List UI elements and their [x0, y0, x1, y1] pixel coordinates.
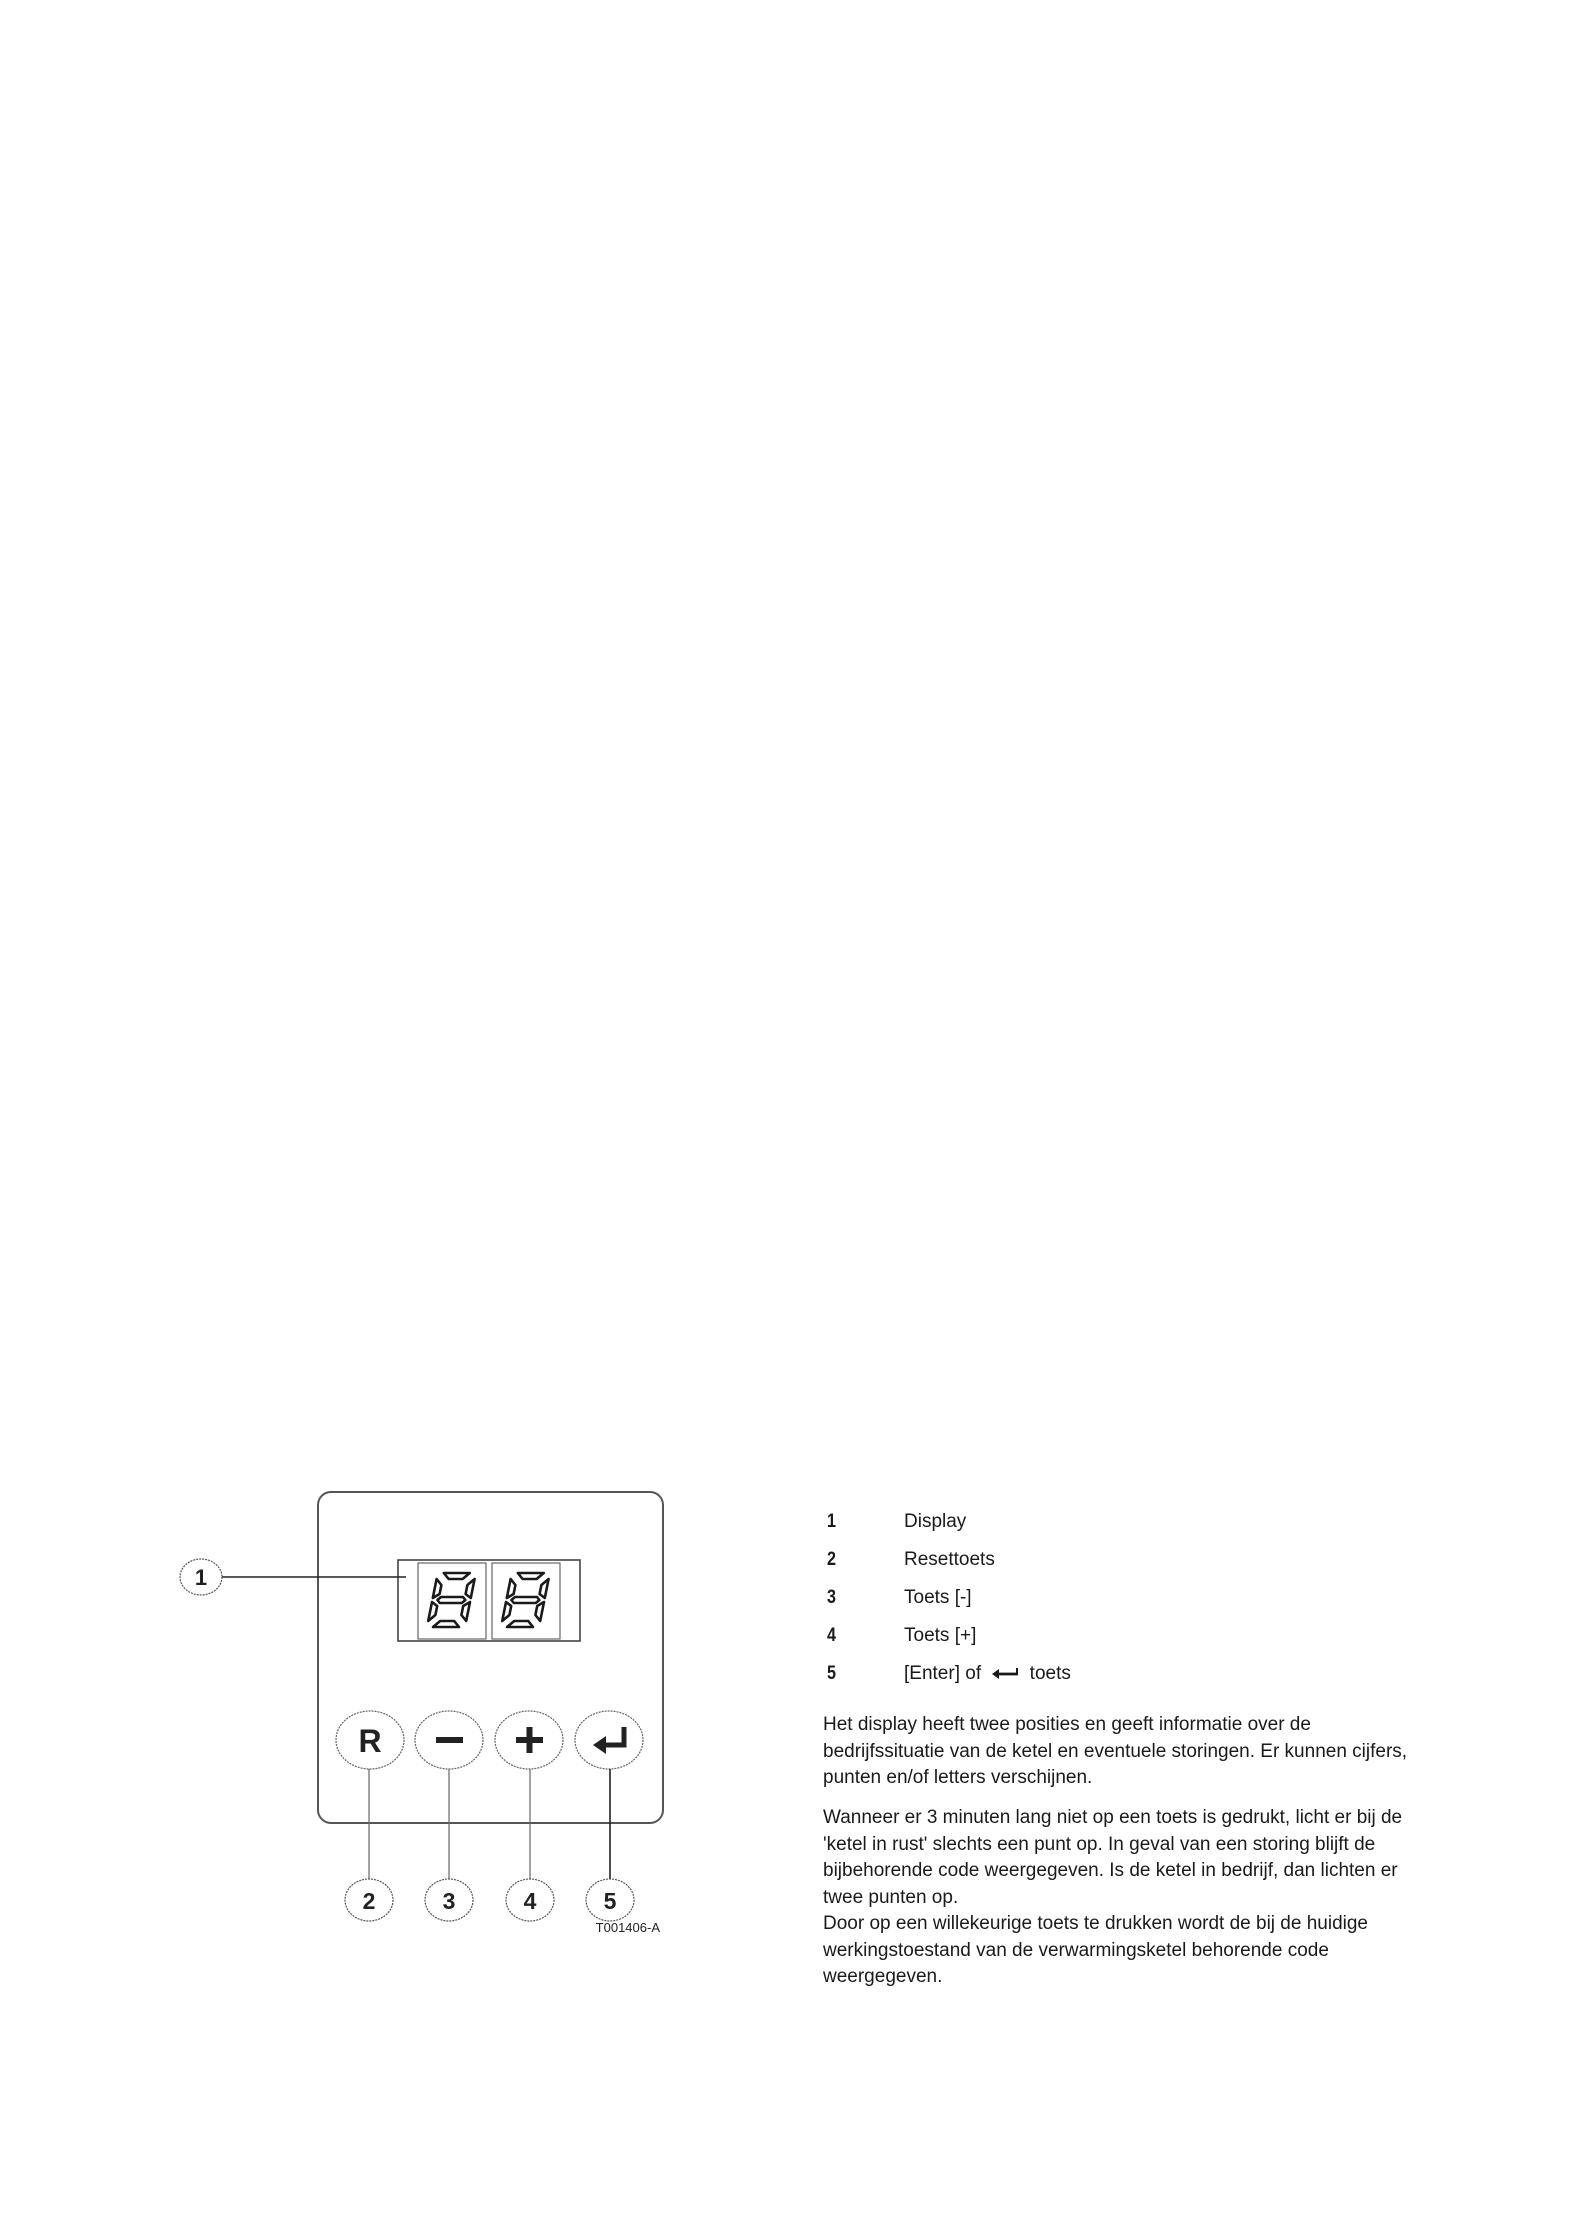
legend-label: [904, 1662, 1071, 1686]
minus-icon: [436, 1737, 463, 1743]
legend-number: 4: [827, 1625, 836, 1646]
legend-label: Toets [+]: [904, 1625, 977, 1646]
legend-label-before: [Enter] of: [904, 1663, 982, 1684]
legend-item: [823, 1624, 1443, 1662]
legend-label: Display: [904, 1511, 967, 1532]
callout-5: [586, 1879, 634, 1921]
control-panel-outline: [318, 1492, 663, 1823]
segment-b: [466, 1579, 475, 1598]
callout-3: [425, 1879, 473, 1921]
segment-e: [502, 1602, 511, 1621]
reset-button[interactable]: [336, 1711, 404, 1769]
display-frame: [398, 1560, 580, 1641]
legend-item: [823, 1586, 1443, 1624]
segment-f: [433, 1579, 442, 1598]
segment-g: [511, 1597, 539, 1603]
segment-g: [437, 1597, 465, 1603]
callout-1: [180, 1559, 222, 1595]
display: [398, 1560, 580, 1641]
segment-c: [535, 1602, 544, 1621]
paragraph-display-info: Het display heeft twee posities en geeft informatie over de bedrijfssituatie van de ketel en eventuele storingen. Er kunnen cijfers, punten en/of letters verschijnen.: [823, 1714, 1408, 1788]
legend-number: 5: [827, 1663, 836, 1684]
legend-number: 2: [827, 1549, 836, 1570]
legend-number: 1: [827, 1511, 836, 1532]
plus-button[interactable]: [495, 1711, 563, 1769]
legend-item: [823, 1548, 1443, 1586]
seven-segment-digit-1: [428, 1573, 474, 1627]
callout-2-label: 2: [362, 1888, 376, 1914]
enter-arrow-icon: [990, 1668, 1020, 1680]
figure-code: T001406-A: [595, 1920, 660, 1935]
callout-2: [345, 1879, 393, 1921]
minus-button[interactable]: [415, 1711, 483, 1769]
segment-e: [428, 1602, 437, 1621]
segment-a: [518, 1573, 544, 1579]
paragraph-idle-behaviour: Wanneer er 3 minuten lang niet op een toets is gedrukt, licht er bij de 'ketel in rust' slechts een punt op. In geval van een storing blijft de bijbehorende code weergegeven. Is de ketel in bedrijf, dan lichten er twee punten op.: [823, 1807, 1403, 1908]
legend-label-after: toets: [1029, 1663, 1071, 1684]
segment-f: [507, 1579, 516, 1598]
callout-3-label: 3: [442, 1888, 456, 1914]
callout-4-label: 4: [523, 1888, 537, 1914]
legend-item: [823, 1510, 1443, 1548]
callout-4: [506, 1879, 554, 1921]
segment-d: [433, 1621, 459, 1627]
segment-b: [540, 1579, 549, 1598]
reset-letter-r: R: [358, 1723, 382, 1759]
callout-1-label: 1: [194, 1565, 208, 1590]
segment-d: [507, 1621, 533, 1627]
legend-label: Resettoets: [904, 1549, 995, 1570]
seven-segment-digit-2: [502, 1573, 548, 1627]
segment-a: [444, 1573, 470, 1579]
enter-button[interactable]: [575, 1711, 643, 1769]
legend-number: 3: [827, 1587, 836, 1608]
legend-item: [823, 1662, 1443, 1700]
paragraph-any-key: Door op een willekeurige toets te drukken wordt de bij de huidige werkingstoestand van de verwarmingsketel behorende code weergegeven.: [823, 1913, 1368, 1987]
legend-label: Toets [-]: [904, 1587, 972, 1608]
segment-c: [461, 1602, 470, 1621]
callout-5-label: 5: [603, 1888, 617, 1914]
legend-list: [823, 1510, 1443, 1700]
